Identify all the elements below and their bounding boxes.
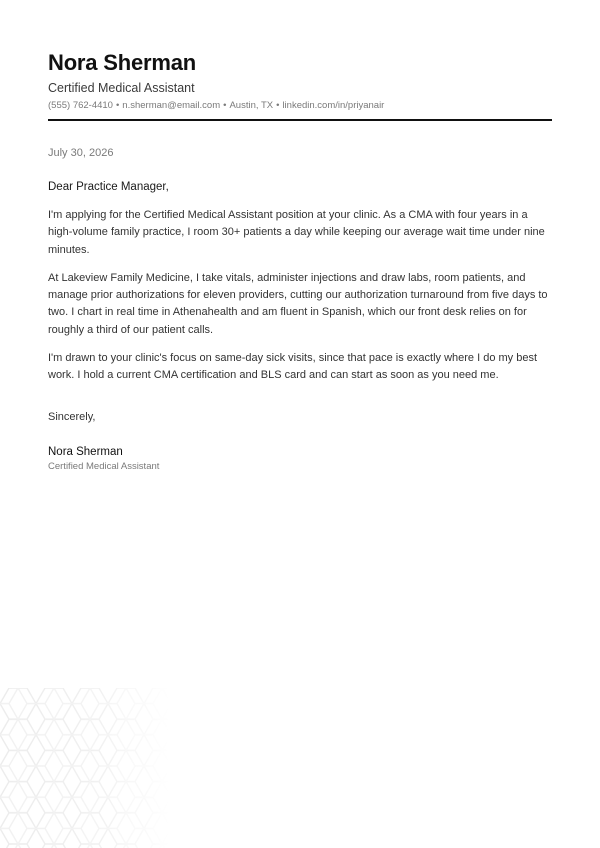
closing: Sincerely, xyxy=(48,411,96,423)
contact-separator: • xyxy=(223,100,227,111)
salutation: Dear Practice Manager, xyxy=(48,181,169,193)
contact-line xyxy=(48,99,552,112)
body-paragraph-3: I'm drawn to your clinic's focus on same-day sick visits, since that pace is exactly where I do my best work. I hold a current CMA certification and BLS card and can start as soon as you need me. xyxy=(48,352,538,382)
contact-email[interactable]: n.sherman@email.com xyxy=(122,100,221,111)
contact-location: Austin, TX xyxy=(229,100,274,111)
body-paragraph-2: At Lakeview Family Medicine, I take vitals, administer injections and draw labs, room patients, and manage prior authorizations for eleven providers, cutting our authorization turnaround from five days to two. I chart in real time in Athenahealth and am fluent in Spanish, which our front desk relies on for roughly a third of our patient calls. xyxy=(48,271,548,336)
signature-title: Certified Medical Assistant xyxy=(48,461,160,472)
contact-separator: • xyxy=(276,100,280,111)
contact-phone: (555) 762-4410 xyxy=(48,100,113,111)
applicant-name: Nora Sherman xyxy=(48,50,196,75)
letter-date: July 30, 2026 xyxy=(48,147,114,159)
contact-separator: • xyxy=(115,100,120,111)
signature-name: Nora Sherman xyxy=(48,446,123,458)
letter-body xyxy=(48,207,554,396)
applicant-title: Certified Medical Assistant xyxy=(48,81,195,95)
header-divider xyxy=(48,119,552,121)
letter-header xyxy=(48,50,552,112)
contact-linkedin[interactable]: linkedin.com/in/priyanair xyxy=(282,100,385,111)
body-paragraph-1: I'm applying for the Certified Medical Assistant position at your clinic. As a CMA with four years in a high-volume family practice, I room 30+ patients a day while keeping our average wait time under nine minutes. xyxy=(48,209,545,256)
hexagon-pattern-decoration xyxy=(0,688,170,848)
